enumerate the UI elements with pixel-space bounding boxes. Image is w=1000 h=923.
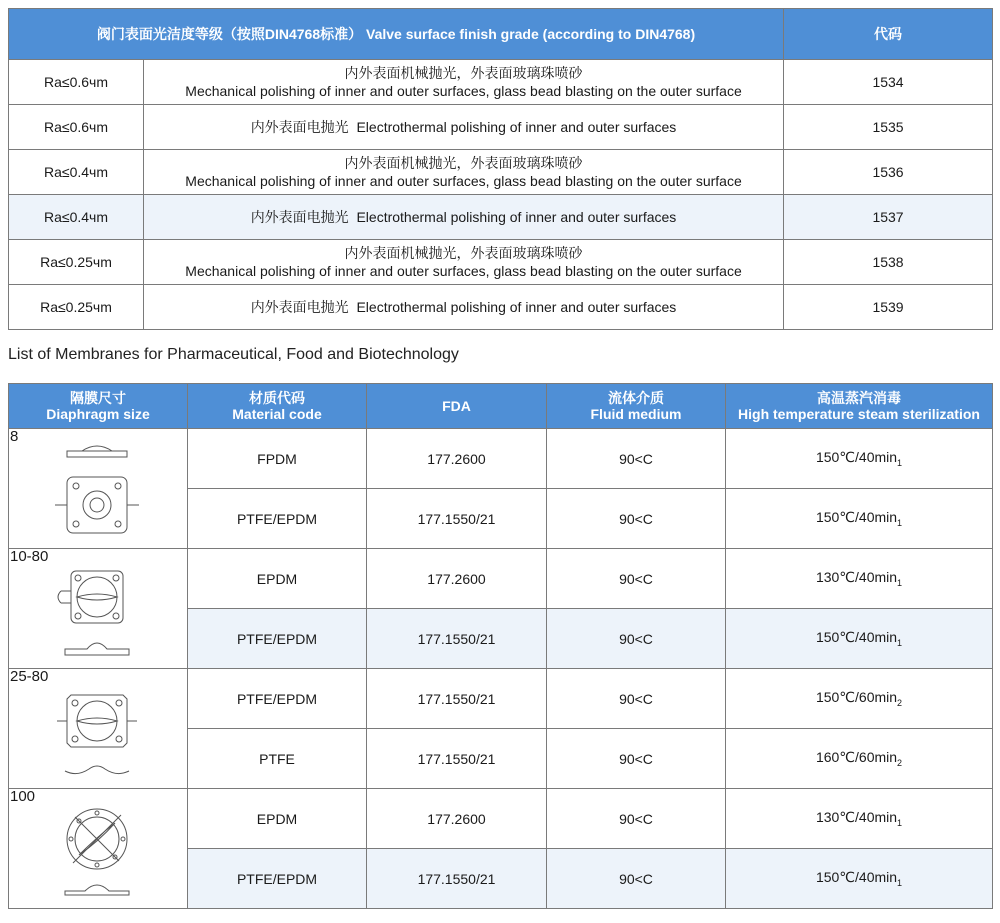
size-label: 100	[10, 788, 36, 805]
fluid-medium: 90<C	[547, 489, 726, 549]
sterilization	[726, 729, 993, 789]
diaphragm-size-cell	[9, 789, 188, 909]
finish-header-row	[9, 9, 993, 60]
finish-code: 1536	[784, 150, 993, 195]
sterilization-note: 2	[897, 757, 903, 768]
finish-row	[9, 240, 993, 285]
finish-code: 1534	[784, 60, 993, 105]
material-code: PTFE/EPDM	[188, 609, 367, 669]
size-label: 10-80	[10, 548, 49, 565]
fluid-medium: 90<C	[547, 669, 726, 729]
header-en: Diaphragm size	[46, 406, 150, 422]
header-en: Fluid medium	[590, 406, 682, 422]
sterilization	[726, 789, 993, 849]
finish-row	[9, 60, 993, 105]
membrane-row	[9, 669, 993, 729]
description-cn: 内外表面电抛光	[250, 209, 349, 225]
sterilization-note: 1	[897, 637, 903, 648]
description-en: Electrothermal polishing of inner and outer surfaces	[356, 209, 677, 225]
header-en: Material code	[232, 406, 322, 422]
material-code: PTFE	[188, 729, 367, 789]
fda-code: 177.2600	[367, 429, 547, 489]
header-cn: 高温蒸汽消毒	[817, 390, 901, 406]
sterilization-header	[726, 384, 993, 429]
finish-description	[144, 150, 784, 195]
ra-value: Ra≤0.4чm	[9, 150, 144, 195]
membrane-row	[9, 549, 993, 609]
fda-code: 177.1550/21	[367, 729, 547, 789]
fluid-medium: 90<C	[547, 789, 726, 849]
finish-description	[144, 195, 784, 240]
finish-code: 1535	[784, 105, 993, 150]
description-cn: 内外表面电抛光	[250, 119, 349, 135]
fda-code: 177.1550/21	[367, 849, 547, 909]
description-cn: 内外表面机械抛光，外表面玻璃珠喷砂	[344, 245, 583, 261]
diaphragm-drawing-icon	[47, 557, 147, 661]
sterilization-note: 1	[897, 517, 903, 528]
fluid-medium: 90<C	[547, 849, 726, 909]
description-en: Electrothermal polishing of inner and outer surfaces	[356, 119, 677, 135]
fda-code: 177.1550/21	[367, 489, 547, 549]
finish-code: 1537	[784, 195, 993, 240]
fda-code: 177.2600	[367, 789, 547, 849]
description-cn: 内外表面机械抛光，外表面玻璃珠喷砂	[344, 65, 583, 81]
membrane-row	[9, 789, 993, 849]
diaphragm-drawing-icon	[47, 797, 147, 901]
material-code-header	[188, 384, 367, 429]
description-cn: 内外表面电抛光	[250, 299, 349, 315]
finish-row	[9, 150, 993, 195]
material-code: EPDM	[188, 789, 367, 849]
finish-description	[144, 105, 784, 150]
sterilization-value: 130℃/40min	[815, 569, 898, 586]
fluid-medium: 90<C	[547, 429, 726, 489]
fda-code: 177.1550/21	[367, 609, 547, 669]
sterilization	[726, 609, 993, 669]
material-code: PTFE/EPDM	[188, 489, 367, 549]
surface-finish-table	[8, 8, 993, 330]
finish-row	[9, 285, 993, 330]
header-cn: 隔膜尺寸	[70, 390, 126, 406]
fda-code: 177.1550/21	[367, 669, 547, 729]
material-code: FPDM	[188, 429, 367, 489]
finish-code: 1538	[784, 240, 993, 285]
sterilization-value: 150℃/40min	[815, 509, 898, 526]
size-label: 8	[10, 428, 19, 445]
description-cn: 内外表面机械抛光，外表面玻璃珠喷砂	[344, 155, 583, 171]
diaphragm-size-cell	[9, 429, 188, 549]
ra-value: Ra≤0.25чm	[9, 285, 144, 330]
sterilization-value: 130℃/40min	[815, 809, 898, 826]
material-code: EPDM	[188, 549, 367, 609]
fluid-medium: 90<C	[547, 729, 726, 789]
finish-description	[144, 240, 784, 285]
sterilization-note: 1	[897, 457, 903, 468]
sterilization-value: 160℃/60min	[815, 749, 898, 766]
diaphragm-size-cell	[9, 549, 188, 669]
finish-grade-header: 阀门表面光洁度等级（按照DIN4768标准） Valve surface finish grade (according to DIN4768)	[9, 9, 784, 60]
sterilization-note: 2	[897, 697, 903, 708]
sterilization-value: 150℃/40min	[815, 449, 898, 466]
material-code: PTFE/EPDM	[188, 669, 367, 729]
membrane-row	[9, 429, 993, 489]
membrane-table	[8, 383, 993, 909]
finish-description	[144, 285, 784, 330]
ra-value: Ra≤0.25чm	[9, 240, 144, 285]
sterilization-value: 150℃/40min	[815, 629, 898, 646]
sterilization	[726, 669, 993, 729]
header-en: High temperature steam sterilization	[738, 406, 980, 422]
finish-description	[144, 60, 784, 105]
header-cn: 材质代码	[249, 390, 305, 406]
finish-row	[9, 105, 993, 150]
section-title: List of Membranes for Pharmaceutical, Food and Biotechnology	[8, 346, 459, 363]
diaphragm-size-header	[9, 384, 188, 429]
description-en: Electrothermal polishing of inner and outer surfaces	[356, 299, 677, 315]
membrane-header-row	[9, 384, 993, 429]
sterilization-value: 150℃/40min	[815, 869, 898, 886]
diaphragm-drawing-icon	[47, 437, 147, 537]
ra-value: Ra≤0.6чm	[9, 60, 144, 105]
description-en: Mechanical polishing of inner and outer surfaces, glass bead blasting on the outer surface	[185, 173, 742, 189]
sterilization	[726, 849, 993, 909]
sterilization	[726, 549, 993, 609]
finish-code: 1539	[784, 285, 993, 330]
fda-header: FDA	[367, 384, 547, 429]
header-cn: 流体介质	[608, 390, 664, 406]
diaphragm-size-cell	[9, 669, 188, 789]
diaphragm-drawing-icon	[47, 677, 147, 781]
description-en: Mechanical polishing of inner and outer surfaces, glass bead blasting on the outer surface	[185, 263, 742, 279]
finish-row	[9, 195, 993, 240]
sterilization-note: 1	[897, 577, 903, 588]
fluid-medium-header	[547, 384, 726, 429]
sterilization	[726, 429, 993, 489]
size-label: 25-80	[10, 668, 49, 685]
sterilization-note: 1	[897, 817, 903, 828]
fluid-medium: 90<C	[547, 549, 726, 609]
fda-code: 177.2600	[367, 549, 547, 609]
description-en: Mechanical polishing of inner and outer surfaces, glass bead blasting on the outer surface	[185, 83, 742, 99]
ra-value: Ra≤0.4чm	[9, 195, 144, 240]
sterilization	[726, 489, 993, 549]
fluid-medium: 90<C	[547, 609, 726, 669]
material-code: PTFE/EPDM	[188, 849, 367, 909]
finish-code-header: 代码	[784, 9, 993, 60]
sterilization-value: 150℃/60min	[815, 689, 898, 706]
sterilization-note: 1	[897, 877, 903, 888]
ra-value: Ra≤0.6чm	[9, 105, 144, 150]
